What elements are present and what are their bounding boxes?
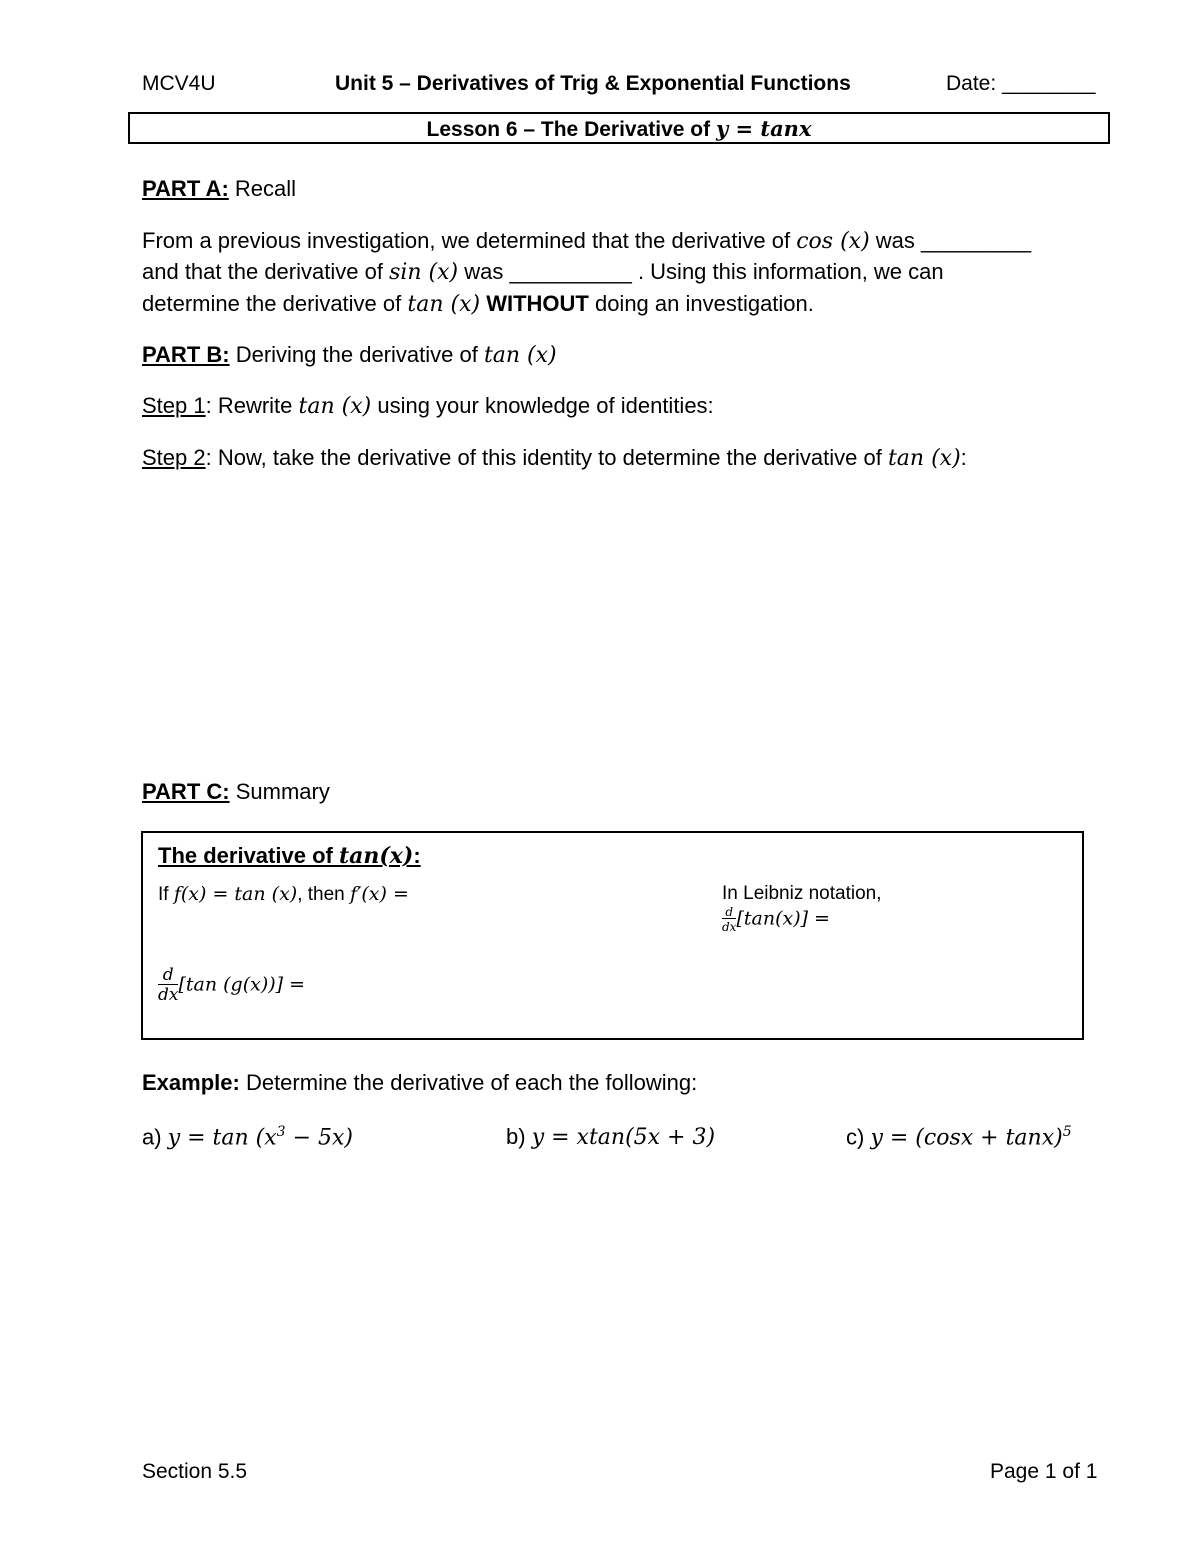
math-sin: sin (x) [389, 260, 459, 285]
item-label: c) [846, 1124, 871, 1150]
example-line [142, 1070, 697, 1096]
text: : Now, take the derivative of this identity to determine the derivative of [205, 445, 888, 470]
item-math: y = tan (x [167, 1125, 277, 1151]
text: If [158, 884, 174, 905]
date-label: Date: ________ [946, 72, 1096, 95]
math-leibniz: [tan(x)] = [736, 907, 830, 930]
text: : Rewrite [205, 393, 299, 418]
item-label: a) [142, 1124, 168, 1150]
footer-section: Section 5.5 [142, 1460, 248, 1483]
math-cos: cos (x) [796, 229, 870, 254]
text: and that the derivative of [142, 259, 390, 284]
math-tan: tan (x) [298, 394, 372, 419]
part-a-subheading: Recall [228, 176, 297, 201]
step-1-label: Step 1 [142, 393, 206, 418]
unit-title: Unit 5 – Derivatives of Trig & Exponential Functions [335, 72, 851, 95]
example-item-b [506, 1124, 715, 1150]
frac-den: dx [722, 920, 737, 934]
course-code: MCV4U [142, 72, 216, 95]
leibniz-label: In Leibniz notation, [722, 883, 882, 904]
math-tan: tan (x) [407, 292, 481, 317]
d-dx-fraction [158, 967, 178, 1004]
item-math-2: − 5x) [285, 1125, 353, 1151]
example-item-c [846, 1124, 1072, 1150]
example-text: Determine the derivative of each the following: [239, 1070, 698, 1095]
math-tan: tan (x) [483, 343, 557, 368]
frac-num: d [725, 905, 734, 919]
step-2-line [142, 445, 967, 471]
item-math: y = xtan(5x + 3) [531, 1125, 716, 1150]
step-2-label: Step 2 [142, 445, 206, 470]
summary-if-line [158, 883, 409, 906]
text: , then [297, 884, 351, 905]
part-b-heading: PART B: [142, 342, 230, 367]
lesson-title-math: y = tanx [715, 116, 812, 141]
footer-page: Page 1 of 1 [990, 1460, 1098, 1483]
text: determine the derivative of [142, 291, 408, 316]
part-c-heading: PART C: [142, 779, 230, 804]
without-bold: WITHOUT [480, 291, 589, 316]
part-a-heading-line [142, 176, 296, 202]
part-a-line-2 [142, 259, 944, 285]
frac-den: dx [158, 985, 179, 1005]
text: : [413, 843, 421, 868]
part-c-subheading: Summary [229, 779, 330, 804]
part-b-heading-line [142, 342, 557, 368]
math-tan: tan (x) [887, 446, 961, 471]
text: was _________ [869, 228, 1032, 253]
lesson-title: Lesson 6 – The Derivative of [426, 118, 716, 141]
example-item-a [142, 1124, 353, 1150]
part-a-heading: PART A: [142, 176, 229, 201]
step-1-line [142, 393, 714, 419]
item-sup: 3 [276, 1124, 286, 1140]
math-tan: tan(x) [338, 843, 414, 869]
text: was __________ . Using this information, we can [458, 259, 944, 284]
text: : [960, 445, 967, 470]
part-b-subheading: Deriving the derivative of [229, 342, 484, 367]
part-c-heading-line [142, 779, 330, 805]
math-fprime: f′(x) = [350, 883, 409, 905]
item-label: b) [506, 1124, 532, 1149]
text: From a previous investigation, we determined that the derivative of [142, 228, 797, 253]
d-dx-fraction [722, 906, 736, 933]
item-math: y = (cosx + tanx) [870, 1125, 1063, 1151]
lesson-title-box [128, 112, 1110, 144]
summary-title [158, 843, 421, 869]
math-chain: [tan (g(x))] = [178, 973, 306, 996]
frac-num: d [162, 965, 174, 985]
text: doing an investigation. [588, 291, 814, 316]
text: The derivative of [158, 843, 339, 868]
part-a-line-3 [142, 291, 814, 317]
chain-rule-expression [158, 967, 305, 1004]
part-a-line-1 [142, 228, 1031, 254]
example-label: Example: [142, 1070, 240, 1095]
leibniz-expression [722, 906, 830, 933]
item-sup: 5 [1062, 1124, 1072, 1140]
math-f: f(x) = tan (x) [173, 883, 298, 905]
text: using your knowledge of identities: [371, 393, 714, 418]
